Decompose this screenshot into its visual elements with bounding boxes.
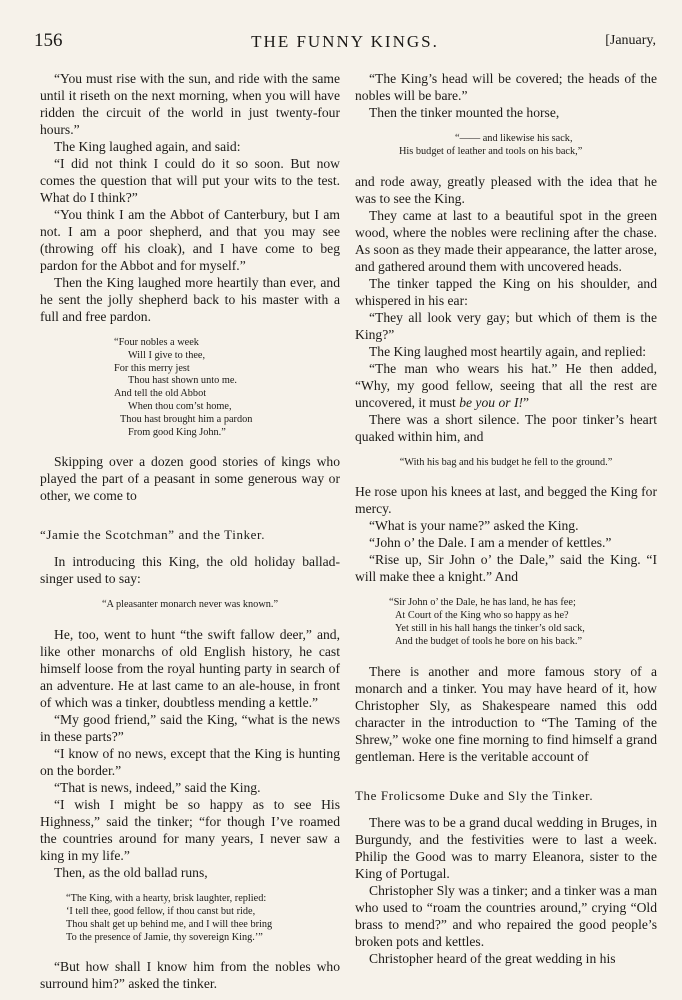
paragraph: “What is your name?” asked the King. <box>369 518 579 534</box>
paragraph: “You think I am the Abbot of Canterbury, but I am not. I am a poor shepherd, and that you may see (throwing off his cloak), and I have come to beg pardon for the Abbot and for myself.” <box>40 207 340 273</box>
verse-line: To the presence of Jamie, thy sovereign King.’” <box>66 931 263 943</box>
text-run: ” <box>523 394 530 410</box>
running-title: THE FUNNY KINGS. <box>251 32 439 51</box>
right-column <box>355 70 657 967</box>
paragraph: “Rise up, Sir John o’ the Dale,” said the King. “I will make thee a knight.” And <box>355 552 657 585</box>
verse-line: “The King, with a hearty, brisk laughter, replied: <box>66 893 267 905</box>
paragraph: and rode away, greatly pleased with the idea that he was to see the King. <box>355 173 657 206</box>
verse-four-nobles <box>114 337 340 439</box>
paragraph: “John o’ the Dale. I am a mender of kettles.” <box>369 535 612 551</box>
paragraph: He rose upon his knees at last, and begged the King for mercy. <box>355 484 657 517</box>
section-heading: “Jamie the Scotchman” and the Tinker. <box>40 527 266 543</box>
ballad-quote: “A pleasanter monarch never was known.” <box>101 599 279 611</box>
paragraph: He, too, went to hunt “the swift fallow deer,” and, like other monarchs of old English history, he cast himself loose from the royal hunting party in search of an adventure. He at last came to an ale-house, in front of which was a tinker, doubtless mending a kettle.” <box>40 627 340 711</box>
paragraph: “You must rise with the sun, and ride with the same until it riseth on the next morning, when you will have ridden the circuit of the world in just twenty-four hours.” <box>40 71 340 137</box>
verse-line: When thou com’st home, <box>128 400 232 412</box>
paragraph: There was a short silence. The poor tinker’s heart quaked within him, and <box>355 411 657 444</box>
paragraph: The King laughed again, and said: <box>54 139 241 154</box>
paragraph: “I did not think I could do it so soon. But now comes the question that will put your wits to the test. What do I think?” <box>40 156 340 205</box>
paragraph: Then the tinker mounted the horse, <box>369 105 560 120</box>
verse-line: Will I give to thee, <box>128 349 206 361</box>
running-month: [January, <box>605 33 656 48</box>
paragraph: “I wish I might be so happy as to see His Highness,” said the tinker; “for though I’ve roamed the countries around for many years, I never saw a king in my life.” <box>40 797 340 864</box>
paragraph: “I know of no news, except that the King is hunting on the border.” <box>40 746 340 779</box>
paragraph: “The King’s head will be covered; the heads of the nobles will be bare.” <box>355 71 657 103</box>
verse-line: Thou shalt get up behind me, and I will thee bring <box>66 918 273 930</box>
paragraph: Then, as the old ballad runs, <box>54 865 208 881</box>
paragraph: In introducing this King, the old holiday ballad-singer used to say: <box>40 554 340 587</box>
section-heading: The Frolicsome Duke and Sly the Tinker. <box>355 787 594 803</box>
running-header <box>34 30 656 54</box>
paragraph: Christopher Sly was a tinker; and a tinker was a man who used to “roam the countries around,” crying “Old brass to mend?” and who repaired the good people’s broken pots and kettles. <box>355 882 657 949</box>
paragraph: Skipping over a dozen good stories of kings who played the part of a peasant in some generous way or other, we come to <box>40 454 340 504</box>
verse-line: ‘I tell thee, good fellow, if thou canst but ride, <box>66 905 256 917</box>
verse-sir-john <box>389 597 657 648</box>
verse-sack <box>375 133 657 159</box>
verse-line: Yet still in his hall hangs the tinker’s old sack, <box>395 622 585 634</box>
paragraph: “But how shall I know him from the nobles who surround him?” asked the tinker. <box>40 959 340 992</box>
paragraph: “They all look very gay; but which of them is the King?” <box>355 309 657 342</box>
verse-line: His budget of leather and tools on his back,” <box>399 145 583 157</box>
page-number: 156 <box>34 30 63 51</box>
paragraph: Then the King laughed more heartily than ever, and he sent the jolly shepherd back to his master with a full and free pardon. <box>40 275 340 324</box>
paragraph: They came at last to a beautiful spot in the green wood, where the nobles were reclining after the chase. As soon as they made their appearance, the latter arose, and gathered around them with uncovered heads. <box>355 207 657 274</box>
paragraph: There is another and more famous story of a monarch and a tinker. You may have heard of it, how Christopher Sly, as Shakespeare named this odd character in the introduction to “The Taming of the Shrew,” woke one fine morning to find himself a grand gentleman. Here is the veritable account of <box>355 663 657 764</box>
verse-line: “Four nobles a week <box>114 337 199 348</box>
paragraph: Christopher heard of the great wedding in his <box>369 950 616 966</box>
paragraph: The King laughed most heartily again, and replied: <box>369 343 647 359</box>
verse-line: Thou hast brought him a pardon <box>120 413 253 425</box>
paragraph <box>355 360 657 411</box>
left-column <box>40 70 340 992</box>
emphasis: be you or I! <box>459 394 523 410</box>
verse-ballad <box>66 893 340 944</box>
verse-line: “Sir John o’ the Dale, he has land, he has fee; <box>389 597 576 609</box>
verse-line: And the budget of tools he bore on his back.” <box>395 635 583 647</box>
text-run: “The man who wears his hat.” He then added, “Why, my good fellow, seeing that all the rest are uncovered, it must <box>355 360 657 410</box>
paragraph: “That is news, indeed,” said the King. <box>54 780 261 796</box>
verse-line: And tell the old Abbot <box>114 388 207 400</box>
ballad-quote: “With his bag and his budget he fell to the ground.” <box>399 456 613 468</box>
verse-line: Thou hast shown unto me. <box>128 375 237 387</box>
verse-line: For this merry jest <box>114 362 190 374</box>
paragraph: “My good friend,” said the King, “what is the news in these parts?” <box>40 712 340 745</box>
paragraph: The tinker tapped the King on his shoulder, and whispered in his ear: <box>355 275 657 308</box>
verse-line: At Court of the King who so happy as he? <box>395 610 569 622</box>
verse-line: “—— and likewise his sack, <box>455 133 573 144</box>
paragraph: There was to be a grand ducal wedding in Bruges, in Burgundy, and the festivities were to last a week. Philip the Good was to marry Eleanora, sister to the King of Portugal. <box>355 814 657 881</box>
verse-line: From good King John.” <box>128 426 226 438</box>
